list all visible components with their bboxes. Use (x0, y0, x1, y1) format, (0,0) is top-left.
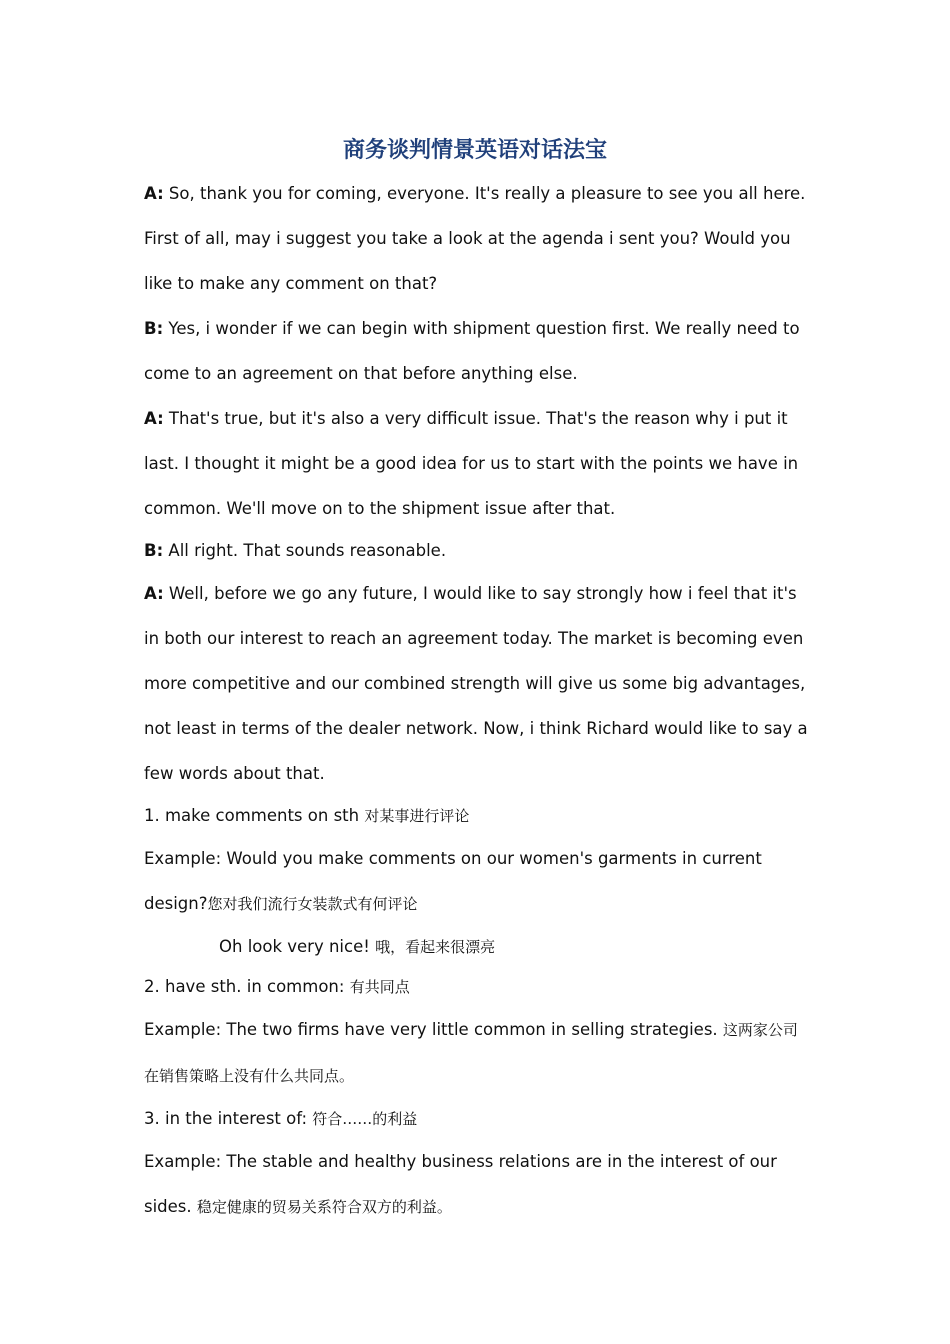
note-example-cn: 稳定健康的贸易关系符合双方的利益。 (196, 1198, 452, 1216)
note-example-en: Example: Would you make comments on our women's garments in current design? (144, 849, 762, 913)
speaker-label: A: (144, 409, 164, 428)
dialogue-line (144, 396, 809, 531)
note-heading-cn: 对某事进行评论 (364, 807, 470, 825)
note-reply (144, 927, 809, 967)
note-heading-en: 3. in the interest of: (144, 1109, 313, 1128)
speaker-label: B: (144, 319, 164, 338)
speaker-label: A: (144, 584, 164, 603)
dialogue-line (144, 531, 809, 571)
note-example (144, 1007, 809, 1099)
document-body (144, 171, 809, 1230)
note-reply-cn: 哦，看起来很漂亮 (375, 938, 496, 956)
note-example-en: Example: The stable and healthy business relations are in the interest of our sides. (144, 1152, 777, 1216)
note-reply-en: Oh look very nice! (219, 937, 376, 956)
dialogue-text: Well, before we go any future, I would like to say strongly how i feel that it's in both our interest to reach an agreement today. The market is becoming even more competitive and our combined strength will give us some big advantages, not least in terms of the dealer network. Now, i think Richard would like to say a few words about that. (144, 584, 808, 783)
note-heading (144, 1099, 809, 1139)
note-heading-cn: 符合……的利益 (312, 1110, 418, 1128)
note-example-cn: 这两家公司在销售策略上没有什么共同点。 (144, 1021, 798, 1085)
dialogue-text: That's true, but it's also a very difficult issue. That's the reason why i put it last. I thought it might be a good idea for us to start with the points we have in common. We'll move on to the shipment issue after that. (144, 409, 799, 518)
note-heading (144, 967, 809, 1007)
note-example (144, 836, 809, 927)
note-heading-cn: 有共同点 (349, 978, 410, 996)
note-example (144, 1139, 809, 1230)
note-example-en: Example: The two firms have very little common in selling strategies. (144, 1020, 723, 1039)
dialogue-text: All right. That sounds reasonable. (163, 541, 447, 560)
note-heading-en: 1. make comments on sth (144, 806, 365, 825)
speaker-label: A: (144, 184, 164, 203)
dialogue-text: Yes, i wonder if we can begin with shipment question first. We really need to come to an agreement on that before anything else. (144, 319, 800, 383)
note-example-cn: 您对我们流行女装款式有何评论 (207, 895, 418, 913)
note-heading (144, 796, 809, 836)
dialogue-line (144, 306, 809, 396)
dialogue-text: So, thank you for coming, everyone. It's really a pleasure to see you all here. First of all, may i suggest you take a look at the agenda i sent you? Would you like to make any comment on that? (144, 184, 806, 293)
document-title: 商务谈判情景英语对话法宝 (342, 137, 607, 163)
dialogue-line (144, 571, 809, 796)
speaker-label: B: (144, 541, 164, 560)
note-heading-en: 2. have sth. in common: (144, 977, 350, 996)
dialogue-line (144, 171, 809, 306)
